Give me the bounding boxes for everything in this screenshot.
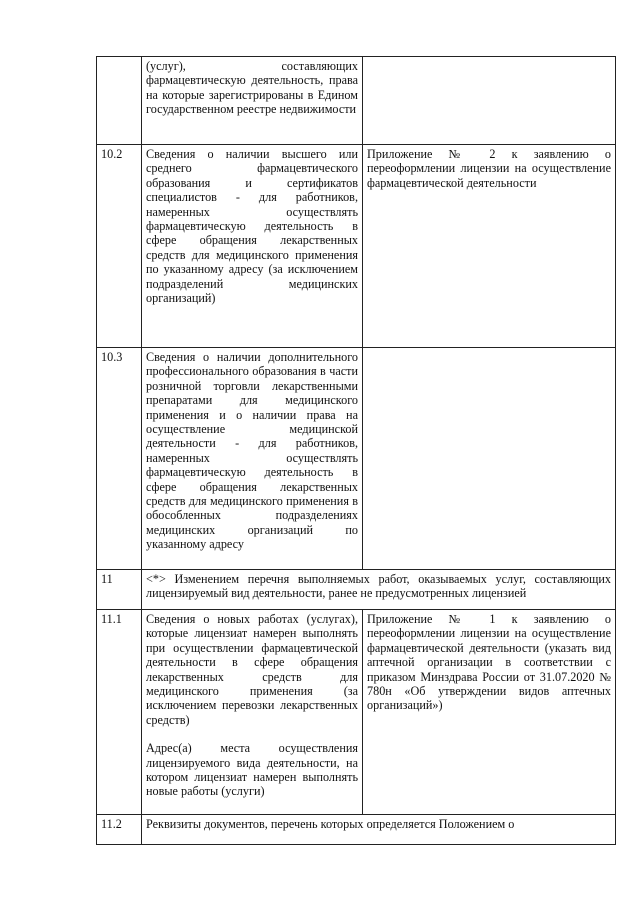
row-description: Сведения о наличии высшего или среднего фармацевтического образования и сертификатов специалистов - для работников, намеренных осуществлять фармацевтическую деятельность в сфере обращения лекарственных средств для медицинского применения по указанному адресу (за исключением подразделений медицинских организаций) xyxy=(142,145,363,348)
row-number: 10.3 xyxy=(97,348,142,570)
table-row xyxy=(97,145,616,348)
row-number: 11.2 xyxy=(97,815,142,845)
row-description xyxy=(142,610,363,815)
table-row xyxy=(97,610,616,815)
row-number: 11.1 xyxy=(97,610,142,815)
section-heading: <*> Изменением перечня выполняемых работ, оказываемых услуг, составляющих лицензируемый вид деятельности, ранее не предусмотренных лицензией xyxy=(142,570,616,610)
row-description-part2: Адрес(а) места осуществления лицензируемого вида деятельности, на котором лицензиат намерен выполнять новые работы (услуги) xyxy=(146,741,358,799)
row-number: 11 xyxy=(97,570,142,610)
table-row xyxy=(97,815,616,845)
row-number: 10.2 xyxy=(97,145,142,348)
table-row xyxy=(97,570,616,610)
row-number xyxy=(97,57,142,145)
row-attachment xyxy=(363,348,616,570)
application-table xyxy=(96,56,616,845)
row-attachment: Приложение № 1 к заявлению о переоформлении лицензии на осуществление фармацевтической деятельности (указать вид аптечной организации в соответствии с приказом Минздрава России от 31.07.2020 № 780н «Об утверждении видов аптечных организаций») xyxy=(363,610,616,815)
row-attachment xyxy=(363,57,616,145)
row-description-part1: Сведения о новых работах (услугах), которые лицензиат намерен выполнять при осуществлении фармацевтической деятельности в сфере обращения лекарственных средств для медицинского применения (за исключением перевозки лекарственных средств) xyxy=(146,612,358,727)
row-description: Сведения о наличии дополнительного профессионального образования в части розничной торговли лекарственными препаратами для медицинского применения и о наличии права на осуществление медицинской деятельности - для работников, намеренных осуществлять фармацевтическую деятельность в сфере обращения лекарственных средств для медицинского применения в обособленных подразделениях медицинских организаций по указанному адресу xyxy=(142,348,363,570)
row-description: Реквизиты документов, перечень которых определяется Положением о xyxy=(142,815,616,845)
row-description: (услуг), составляющих фармацевтическую деятельность, права на которые зарегистрированы в Едином государственном реестре недвижимости xyxy=(142,57,363,145)
table-row xyxy=(97,348,616,570)
table-row xyxy=(97,57,616,145)
row-attachment: Приложение № 2 к заявлению о переоформлении лицензии на осуществление фармацевтической деятельности xyxy=(363,145,616,348)
